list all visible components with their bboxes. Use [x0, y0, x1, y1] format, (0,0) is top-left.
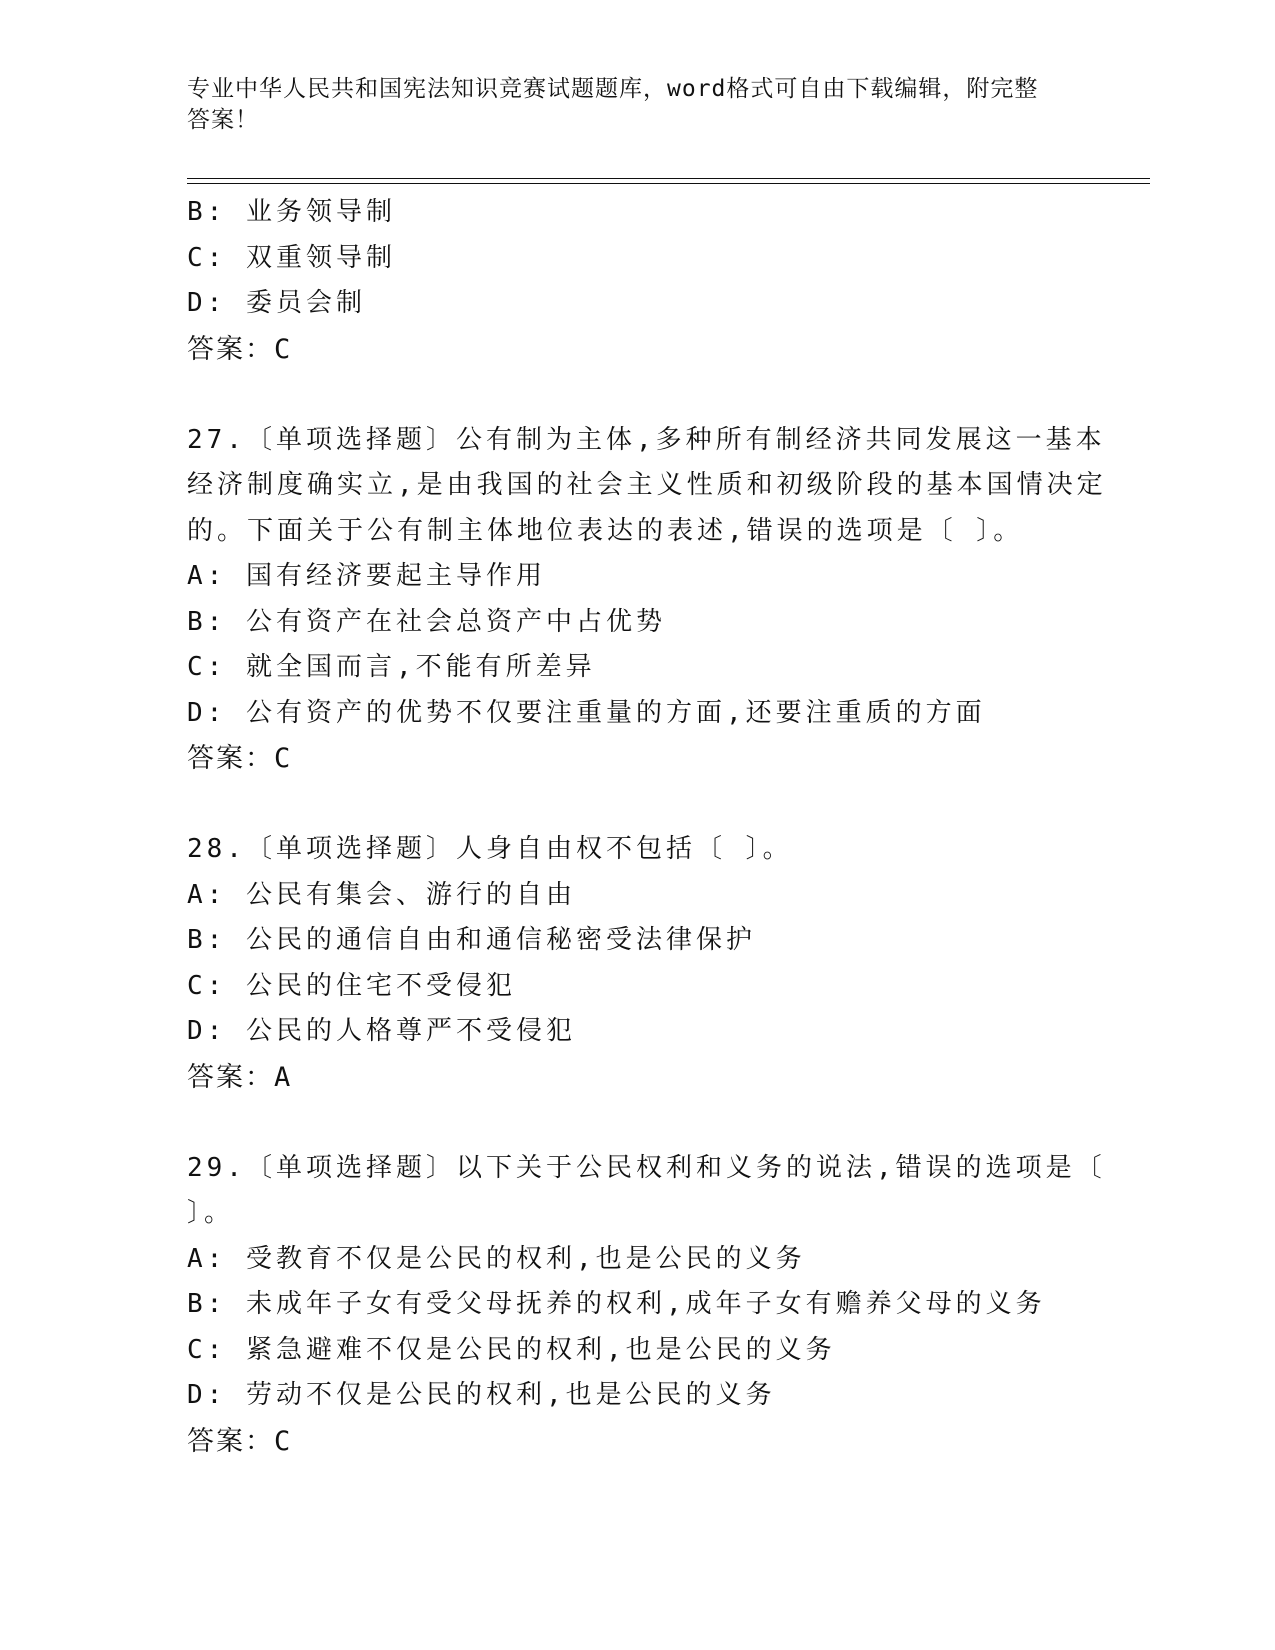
- option-b: B: 公民的通信自由和通信秘密受法律保护: [187, 925, 756, 955]
- option-a: A: 公民有集会、游行的自由: [187, 879, 576, 910]
- option-d: D: 公有资产的优势不仅要注重量的方面,还要注重质的方面: [187, 697, 986, 728]
- option-c: C: 紧急避难不仅是公民的权利,也是公民的义务: [187, 1334, 836, 1365]
- option-d: D: 公民的人格尊严不受侵犯: [187, 1016, 576, 1046]
- question-stem-line: 28.〔单项选择题〕人身自由权不包括〔 〕。: [187, 834, 793, 864]
- answer-line: 答案：C: [187, 333, 293, 365]
- header-line-2: 答案！: [187, 107, 259, 133]
- option-b: B: 未成年子女有受父母抚养的权利,成年子女有赡养父母的义务: [187, 1289, 1046, 1319]
- header-divider-bottom: [187, 183, 1150, 184]
- header-line-1: 专业中华人民共和国宪法知识竞赛试题题库，word格式可自由下载编辑，附完整: [187, 76, 1039, 102]
- option-a: A: 受教育不仅是公民的权利,也是公民的义务: [187, 1243, 806, 1274]
- question-item: [187, 190, 1087, 372]
- answer-line: 答案：C: [187, 743, 293, 774]
- option-d: D: 委员会制: [187, 288, 366, 318]
- question-stem-line: 的。下面关于公有制主体地位表达的表述,错误的选项是〔 〕。: [187, 515, 1024, 546]
- question-item: [187, 418, 1107, 782]
- option-c: C: 就全国而言,不能有所差异: [187, 652, 596, 682]
- option-a: A: 国有经济要起主导作用: [187, 561, 546, 591]
- option-c: C: 公民的住宅不受侵犯: [187, 970, 516, 1001]
- question-list: [187, 190, 1107, 1464]
- answer-line: 答案：C: [187, 1425, 293, 1457]
- document-header: [187, 74, 1067, 136]
- option-c: C: 双重领导制: [187, 242, 396, 273]
- option-b: B: 业务领导制: [187, 197, 396, 227]
- question-item: [187, 827, 1087, 1100]
- question-stem-line: 经济制度确实立,是由我国的社会主义性质和初级阶段的基本国情决定: [187, 470, 1107, 500]
- question-item: [187, 1146, 1106, 1465]
- header-divider-top: [187, 178, 1150, 179]
- option-b: B: 公有资产在社会总资产中占优势: [187, 606, 666, 637]
- question-stem-line: 29.〔单项选择题〕以下关于公民权利和义务的说法,错误的选项是〔: [187, 1152, 1106, 1183]
- question-stem-line: 〕。: [187, 1198, 235, 1228]
- answer-line: 答案：A: [187, 1061, 293, 1093]
- option-d: D: 劳动不仅是公民的权利,也是公民的义务: [187, 1380, 776, 1410]
- question-stem-line: 27.〔单项选择题〕公有制为主体,多种所有制经济共同发展这一基本: [187, 424, 1106, 455]
